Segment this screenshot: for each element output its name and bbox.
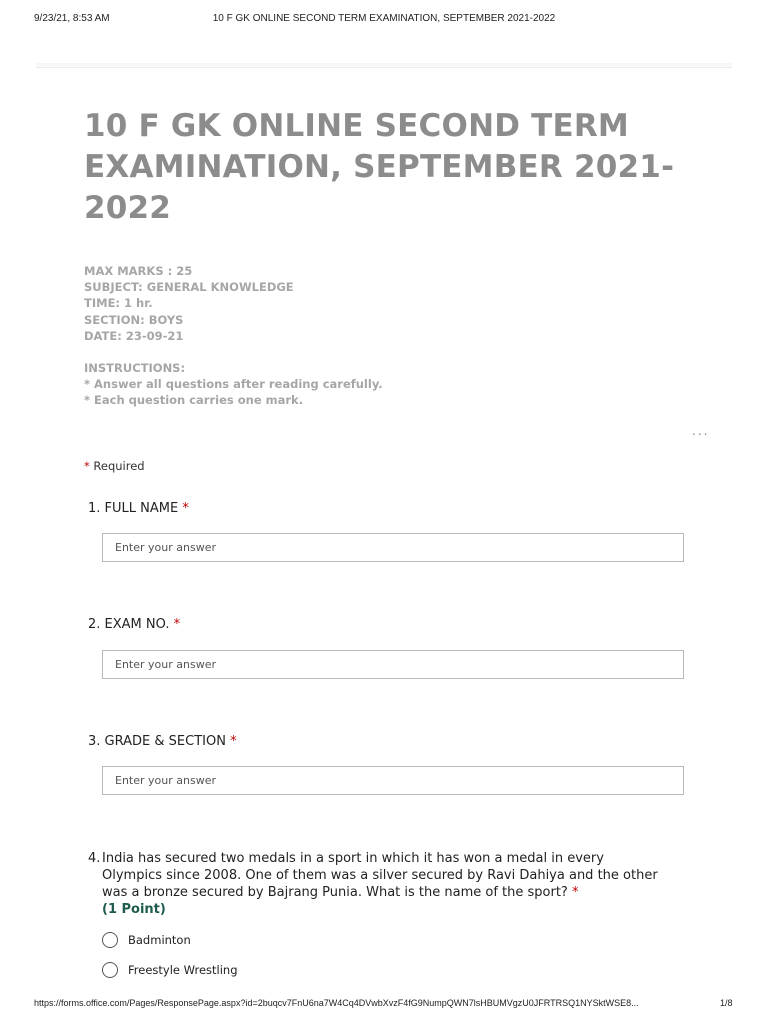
print-url: https://forms.office.com/Pages/ResponsePage.aspx?id=2buqcv7FnU6na7W4Cq4DVwbXvzF4fG9NumpQWN7lsHBUMVgzU0JFRTRSQ1NYSktWSE8... xyxy=(34,998,639,1008)
exam-no-input[interactable] xyxy=(102,650,684,679)
radio-button-icon[interactable] xyxy=(102,962,118,978)
meta-line-subject: SUBJECT: GENERAL KNOWLEDGE xyxy=(84,280,294,295)
instruction-line-2: * Each question carries one mark. xyxy=(84,393,304,408)
more-options-icon[interactable]: ... xyxy=(692,424,710,438)
meta-line-date: DATE: 23-09-21 xyxy=(84,328,184,343)
option-freestyle-wrestling[interactable] xyxy=(102,961,238,979)
print-title: 10 F GK ONLINE SECOND TERM EXAMINATION, SEPTEMBER 2021-2022 xyxy=(212,13,556,24)
instructions-heading: INSTRUCTIONS: xyxy=(84,361,186,376)
question-4-text xyxy=(102,850,668,901)
grade-section-input[interactable] xyxy=(102,766,684,795)
question-text: India has secured two medals in a sport in which it has won a medal in every Olympics since 2008. One of them was a silver secured by Ravi Dahiya and the other was a bronze secured by Bajrang Punia. What is the name of the sport? xyxy=(102,851,658,900)
instruction-line-1: * Answer all questions after reading carefully. xyxy=(84,377,383,392)
required-note-text: Required xyxy=(93,459,145,473)
question-text: GRADE & SECTION xyxy=(104,734,226,749)
question-number: 1. xyxy=(88,501,101,516)
print-datetime: 9/23/21, 8:53 AM xyxy=(34,13,110,24)
question-text: EXAM NO. xyxy=(104,617,170,632)
required-note xyxy=(84,459,145,473)
required-star: * xyxy=(230,734,237,749)
form-top-divider xyxy=(36,63,732,68)
question-2-label xyxy=(88,617,180,632)
form-description xyxy=(84,263,644,409)
question-number: 2. xyxy=(88,617,101,632)
print-header xyxy=(0,13,768,27)
option-label: Badminton xyxy=(128,933,191,947)
question-3-label xyxy=(88,734,237,749)
meta-spacer xyxy=(84,344,644,360)
required-star: * xyxy=(182,501,189,516)
question-4 xyxy=(88,850,668,918)
print-footer xyxy=(0,998,768,1012)
page-number: 1/8 xyxy=(720,998,733,1008)
radio-button-icon[interactable] xyxy=(102,932,118,948)
question-points: (1 Point) xyxy=(102,902,166,917)
question-number: 3. xyxy=(88,734,101,749)
option-badminton[interactable] xyxy=(102,931,191,949)
required-star: * xyxy=(84,459,90,473)
option-label: Freestyle Wrestling xyxy=(128,963,238,977)
question-text: FULL NAME xyxy=(104,501,179,516)
meta-line-section: SECTION: BOYS xyxy=(84,312,184,327)
question-1-label xyxy=(88,501,189,516)
meta-line-time: TIME: 1 hr. xyxy=(84,296,153,311)
meta-line-max-marks: MAX MARKS : 25 xyxy=(84,264,193,278)
question-number: 4. xyxy=(88,851,101,866)
full-name-input[interactable] xyxy=(102,533,684,562)
required-star: * xyxy=(571,885,579,900)
form-title: 10 F GK ONLINE SECOND TERM EXAMINATION, SEPTEMBER 2021-2022 xyxy=(84,108,675,226)
required-star: * xyxy=(173,617,181,632)
